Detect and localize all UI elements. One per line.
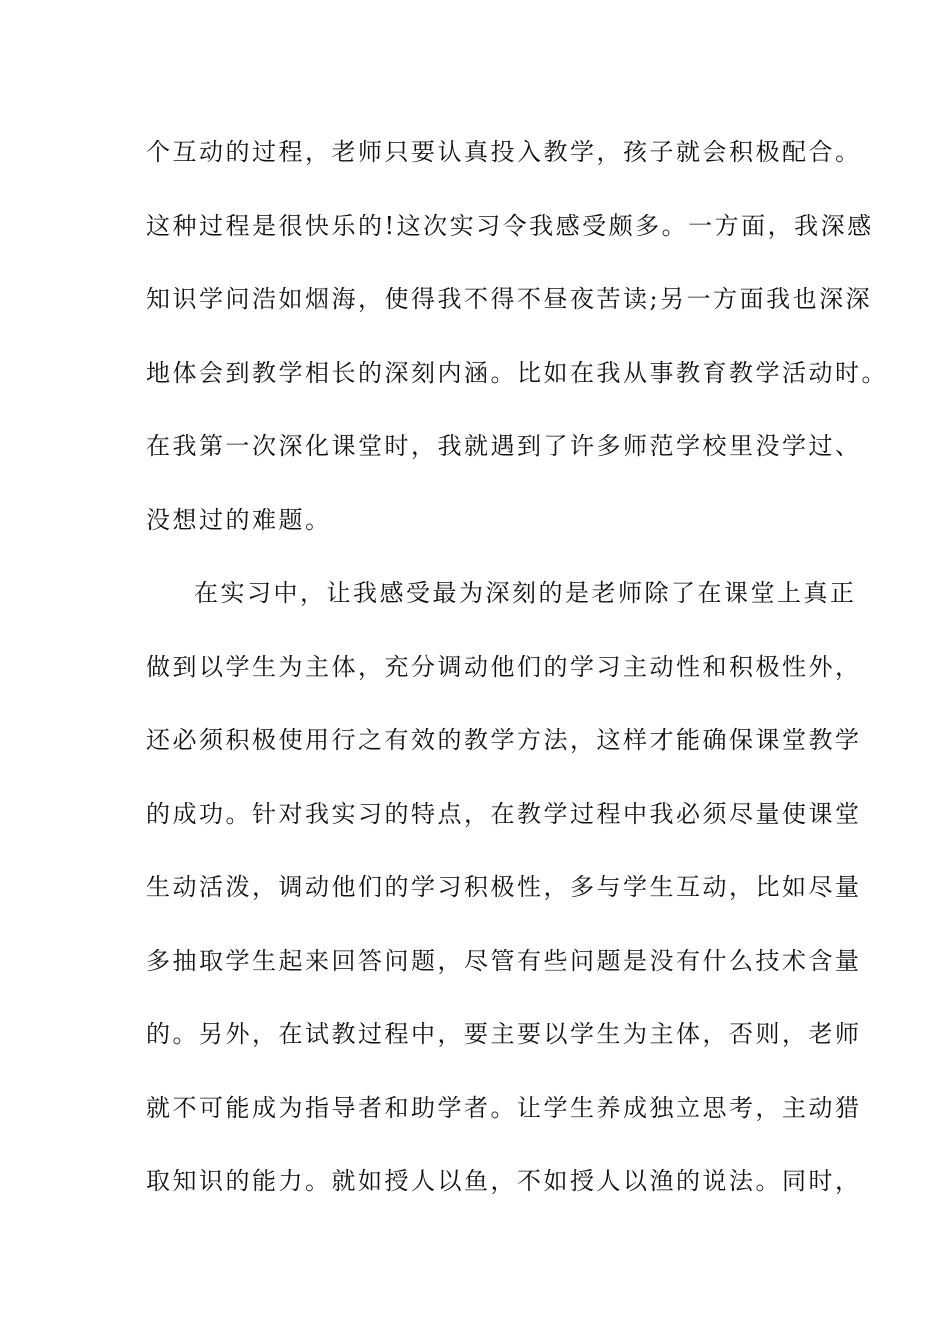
text-line: 就不可能成为指导者和助学者。让学生养成独立思考，主动猎 bbox=[146, 1093, 862, 1122]
text-line: 做到以学生为主体，充分调动他们的学习主动性和积极性外， bbox=[146, 652, 862, 681]
text-line: 知识学问浩如烟海，使得我不得不昼夜苦读;另一方面我也深深 bbox=[146, 285, 873, 313]
text-line: 地体会到教学相长的深刻内涵。比如在我从事教育教学活动时。 bbox=[146, 358, 888, 387]
text-line: 没想过的难题。 bbox=[146, 505, 332, 534]
text-line: 的。另外，在试教过程中，要主要以学生为主体，否则，老师 bbox=[146, 1020, 862, 1048]
text-line: 在我第一次深化课堂时，我就遇到了许多师范学校里没学过、 bbox=[146, 432, 862, 460]
text-line: 还必须积极使用行之有效的教学方法，这样才能确保课堂教学 bbox=[146, 726, 862, 754]
text-line: 个互动的过程，老师只要认真投入教学，孩子就会积极配合。 bbox=[146, 138, 862, 166]
text-line: 的成功。针对我实习的特点，在教学过程中我必须尽量使课堂 bbox=[146, 799, 862, 828]
text-line: 这种过程是很快乐的!这次实习令我感受颇多。一方面，我深感 bbox=[146, 211, 874, 240]
text-line: 多抽取学生起来回答问题，尽管有些问题是没有什么技术含量 bbox=[146, 946, 862, 975]
text-line: 生动活泼，调动他们的学习积极性，多与学生互动，比如尽量 bbox=[146, 873, 862, 901]
paragraph-start-line: 在实习中，让我感受最为深刻的是老师除了在课堂上真正 bbox=[194, 579, 857, 607]
body-text bbox=[146, 128, 888, 1231]
text-line: 取知识的能力。就如授人以鱼，不如授人以渔的说法。同时， bbox=[146, 1167, 862, 1195]
